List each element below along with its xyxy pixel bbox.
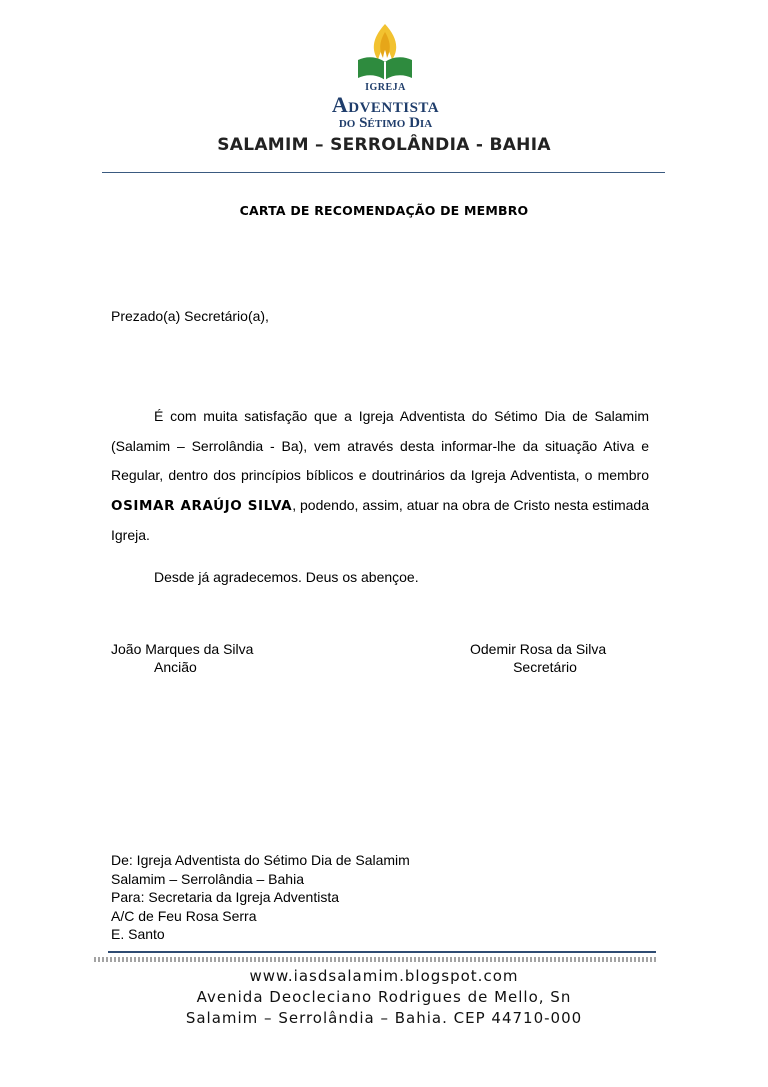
routing-state: E. Santo [111,926,165,942]
flame-bible-icon [352,22,418,84]
routing-from: De: Igreja Adventista do Sétimo Dia de Salamim [111,852,410,868]
routing-block [111,851,410,944]
body-text-after: , podendo, assim, atuar na obra de Cristo nesta estimada Igreja. [111,496,649,543]
member-name: OSIMAR ARAÚJO SILVA [111,497,293,514]
signature-name: Odemir Rosa da Silva [470,641,607,657]
closing-thanks: Desde já agradecemos. Deus os abençoe. [154,569,419,585]
letter-paragraph [111,402,649,551]
document-title: CARTA DE RECOMENDAÇÃO DE MEMBRO [239,203,529,218]
church-logo [318,22,453,134]
footer-dotted-divider [94,957,658,962]
routing-to: Para: Secretaria da Igreja Adventista [111,889,340,905]
signature-role: Secretário [513,659,577,675]
footer [0,966,768,1029]
church-name-heading: SALAMIM – SERROLÂNDIA - BAHIA [217,135,551,155]
footer-divider [108,951,656,953]
footer-address: Avenida Deocleciano Rodrigues de Mello, Sn [196,988,572,1006]
signature-secretary [470,640,620,676]
logo-word-adventista: Adventista [331,92,440,117]
routing-attention: A/C de Feu Rosa Serra [111,907,257,924]
signature-elder [111,640,253,676]
signature-name: João Marques da Silva [111,641,254,657]
routing-from-city: Salamim – Serrolândia – Bahia [111,870,304,887]
greeting: Prezado(a) Secretário(a), [111,308,269,324]
footer-city: Salamim – Serrolândia – Bahia. CEP 44710-000 [185,1009,583,1027]
signature-role: Ancião [154,659,197,675]
footer-website: www.iasdsalamim.blogspot.com [249,967,519,985]
logo-word-igreja: IGREJA [365,82,406,93]
body-text-before: É com muita satisfação que a Igreja Adventista do Sétimo Dia de Salamim (Salamim – Serrolândia - Ba), vem através desta informar-lhe da situação Ativa e Regular, dentro dos princípios bíblicos e doutrinários da Igreja Adventista, o membro [111,408,649,483]
logo-word-setimo-dia: do Sétimo Dia [338,115,433,131]
header-divider [102,172,665,173]
letter-body [111,402,649,551]
